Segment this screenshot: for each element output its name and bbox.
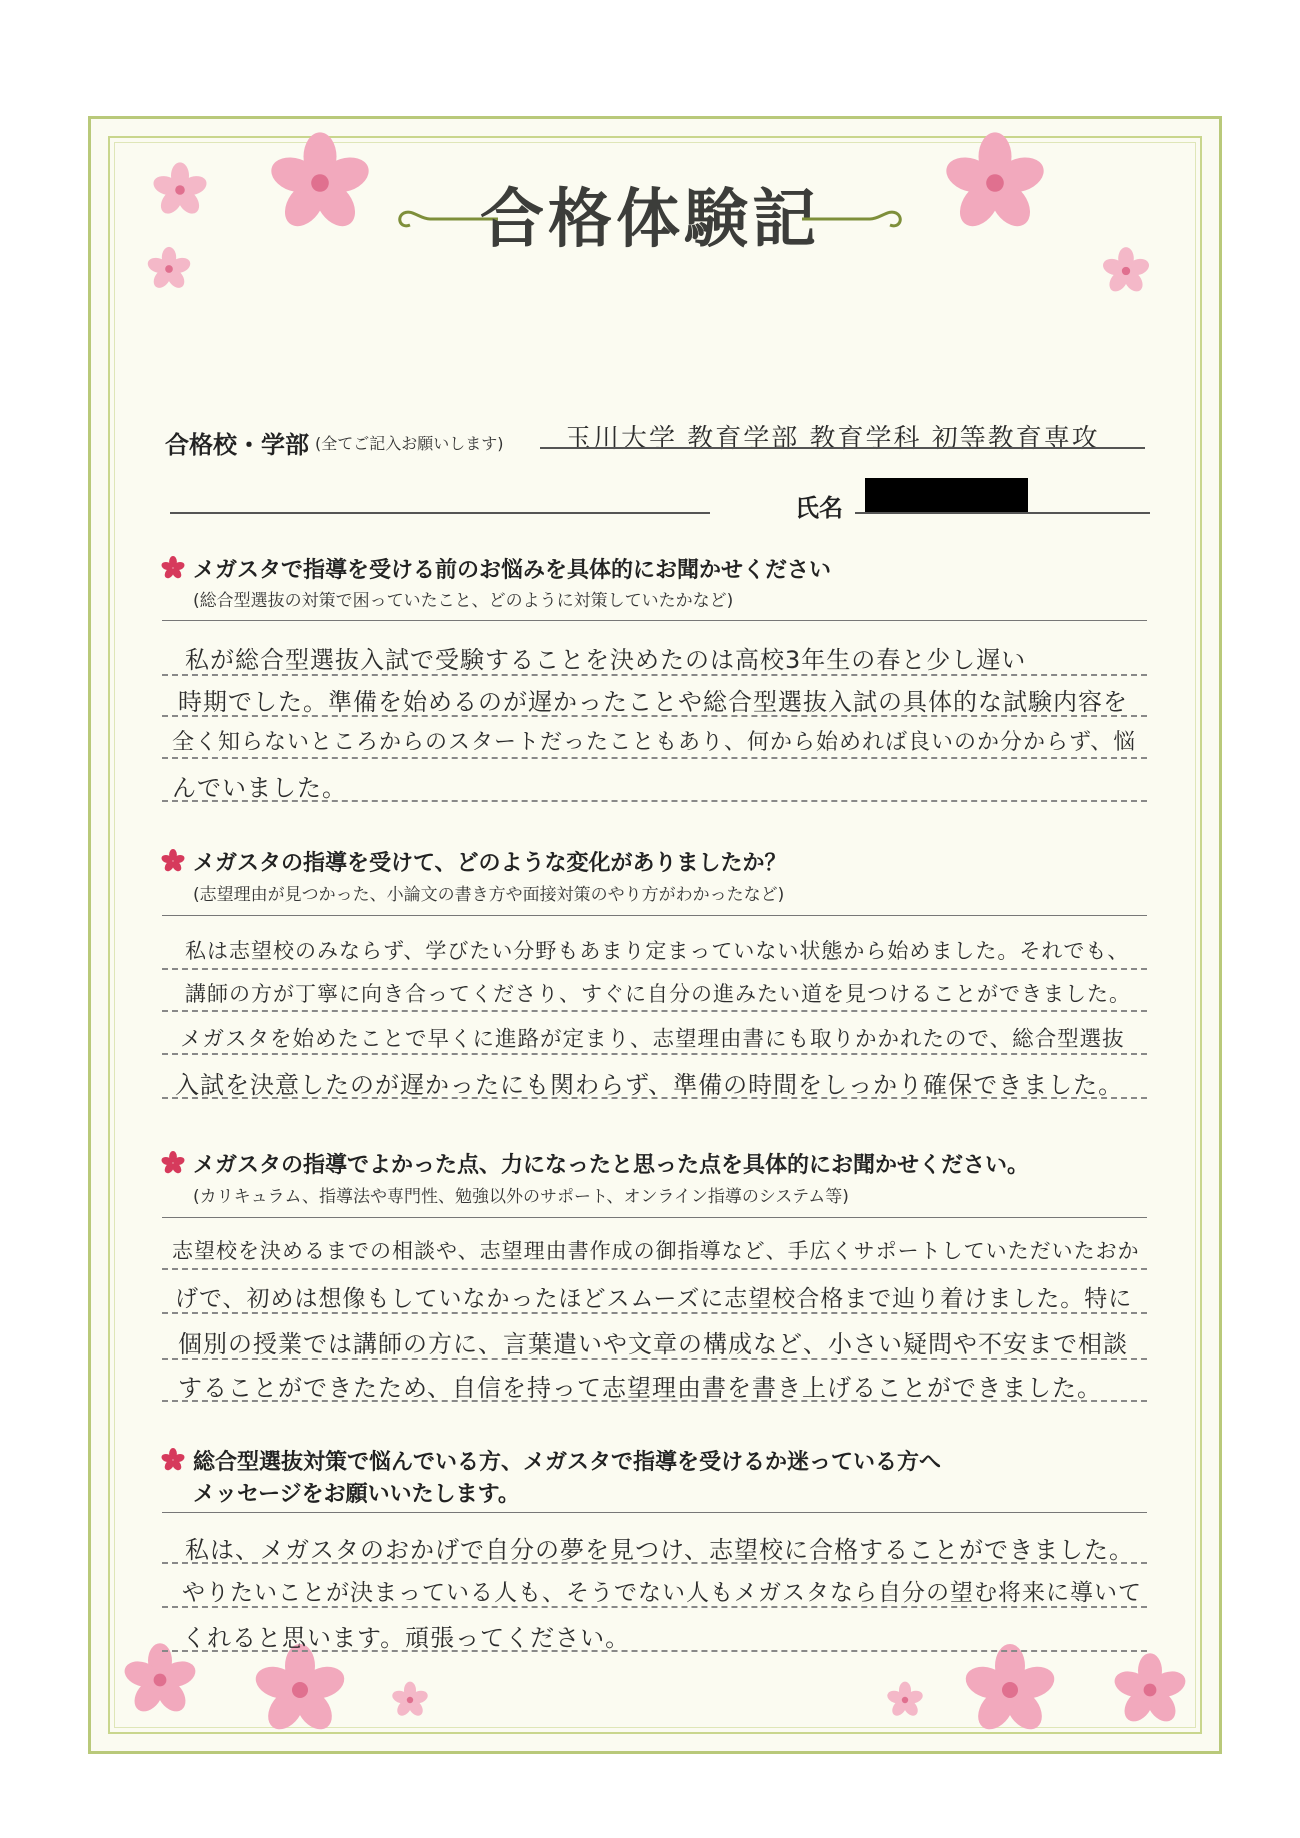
question-1-subtitle: (総合型選抜の対策で困っていたこと、どのように対策していたかなど) <box>193 591 734 611</box>
ornament-swirl-right-icon <box>800 205 910 233</box>
name-redaction <box>865 478 1028 512</box>
question-3-title: メガスタの指導でよかった点、力になったと思った点を具体的にお聞かせください。 <box>193 1153 1030 1178</box>
answer-4-rule <box>162 1606 1147 1608</box>
answer-2-rule <box>162 1010 1147 1012</box>
answer-4-rule <box>162 1650 1147 1652</box>
school-note: (全てご記入お願いします) <box>315 434 504 453</box>
answer-3-line-1: 志望校を決めるまでの相談や、志望理由書作成の御指導など、手広くサポートしていただいたおか <box>172 1239 1140 1263</box>
question-2-divider <box>162 915 1147 916</box>
answer-2-rule <box>162 1097 1147 1099</box>
question-3-divider <box>162 1217 1147 1218</box>
answer-4-line-2: やりたいことが決まっている人も、そうでない人もメガスタなら自分の望む将来に導いて <box>182 1580 1142 1606</box>
question-1-divider <box>162 620 1147 621</box>
cherry-blossom-icon <box>960 1640 1060 1740</box>
answer-1-line-2: 時期でした。準備を始めるのが遅かったことや総合型選抜入試の具体的な試験内容を <box>178 688 1128 716</box>
answer-1-line-4: んでいました。 <box>172 774 347 802</box>
name-underline <box>855 512 1150 514</box>
question-4-title: 総合型選抜対策で悩んでいる方、メガスタで指導を受けるか迷っている方へ <box>193 1450 942 1475</box>
question-2-subtitle: (志望理由が見つかった、小論文の書き方や面接対策のやり方がわかったなど) <box>193 885 785 905</box>
page-title: 合格体験記 <box>480 182 820 257</box>
answer-4-rule <box>162 1562 1147 1564</box>
school-value: 玉川大学 教育学部 教育学科 初等教育専攻 <box>565 424 1100 454</box>
sakura-bullet-icon <box>160 1150 186 1176</box>
answer-1-rule <box>162 757 1147 759</box>
answer-2-rule <box>162 968 1147 970</box>
answer-3-rule <box>162 1400 1147 1402</box>
answer-3-line-2: げで、初めは想像もしていなかったほどスムーズに志望校合格まで辿り着けました。特に <box>175 1286 1133 1312</box>
cherry-blossom-icon <box>390 1680 430 1720</box>
question-4-divider <box>162 1512 1147 1513</box>
answer-3-rule <box>162 1268 1147 1270</box>
blank-underline <box>170 512 710 514</box>
answer-1-line-1: 私が総合型選抜入試で受験することを決めたのは高校3年生の春と少し遅い <box>185 646 1027 674</box>
cherry-blossom-icon <box>1110 1650 1190 1730</box>
answer-2-line-1: 私は志望校のみならず、学びたい分野もあまり定まっていない状態から始めました。それでも、 <box>185 939 1130 963</box>
name-label: 氏名 <box>795 494 843 522</box>
school-label: 合格校・学部 <box>165 431 309 459</box>
question-4-subtitle: メッセージをお願いいたします。 <box>193 1482 520 1507</box>
sakura-bullet-icon <box>160 848 186 874</box>
cherry-blossom-icon <box>250 1640 350 1740</box>
answer-1-line-3: 全く知らないところからのスタートだったこともあり、何から始めれば良いのか分からず、悩 <box>172 730 1137 755</box>
sakura-bullet-icon <box>160 555 186 581</box>
answer-3-line-4: することができたため、自信を持って志望理由書を書き上げることができました。 <box>178 1374 1103 1402</box>
question-1-title: メガスタで指導を受ける前のお悩みを具体的にお聞かせください <box>193 558 832 583</box>
answer-4-line-3: くれると思います。頑張ってください。 <box>182 1624 631 1652</box>
answer-4-line-1: 私は、メガスタのおかげで自分の夢を見つけ、志望校に合格することができました。 <box>185 1536 1135 1564</box>
question-2-title: メガスタの指導を受けて、どのような変化がありましたか？ <box>193 851 787 876</box>
sakura-bullet-icon <box>160 1447 186 1473</box>
answer-3-line-3: 個別の授業では講師の方に、言葉遣いや文章の構成など、小さい疑問や不安まで相談 <box>178 1330 1128 1358</box>
answer-2-line-2: 講師の方が丁寧に向き合ってくださり、すぐに自分の進みたい道を見つけることができました。 <box>185 982 1131 1006</box>
school-underline <box>540 447 1145 449</box>
answer-3-rule <box>162 1358 1147 1360</box>
answer-2-rule <box>162 1053 1147 1055</box>
answer-1-rule <box>162 674 1147 676</box>
question-3-subtitle: (カリキュラム、指導法や専門性、勉強以外のサポート、オンライン指導のシステム等) <box>193 1187 849 1207</box>
cherry-blossom-icon <box>885 1680 925 1720</box>
answer-2-line-4: 入試を決意したのが遅かったにも関わらず、準備の時間をしっかり確保できました。 <box>175 1071 1124 1099</box>
answer-3-rule <box>162 1312 1147 1314</box>
answer-1-rule <box>162 715 1147 717</box>
answer-2-line-3: メガスタを始めたことで早くに進路が定まり、志望理由書にも取りかかれたので、総合型選抜 <box>180 1027 1125 1052</box>
answer-1-rule <box>162 800 1147 802</box>
